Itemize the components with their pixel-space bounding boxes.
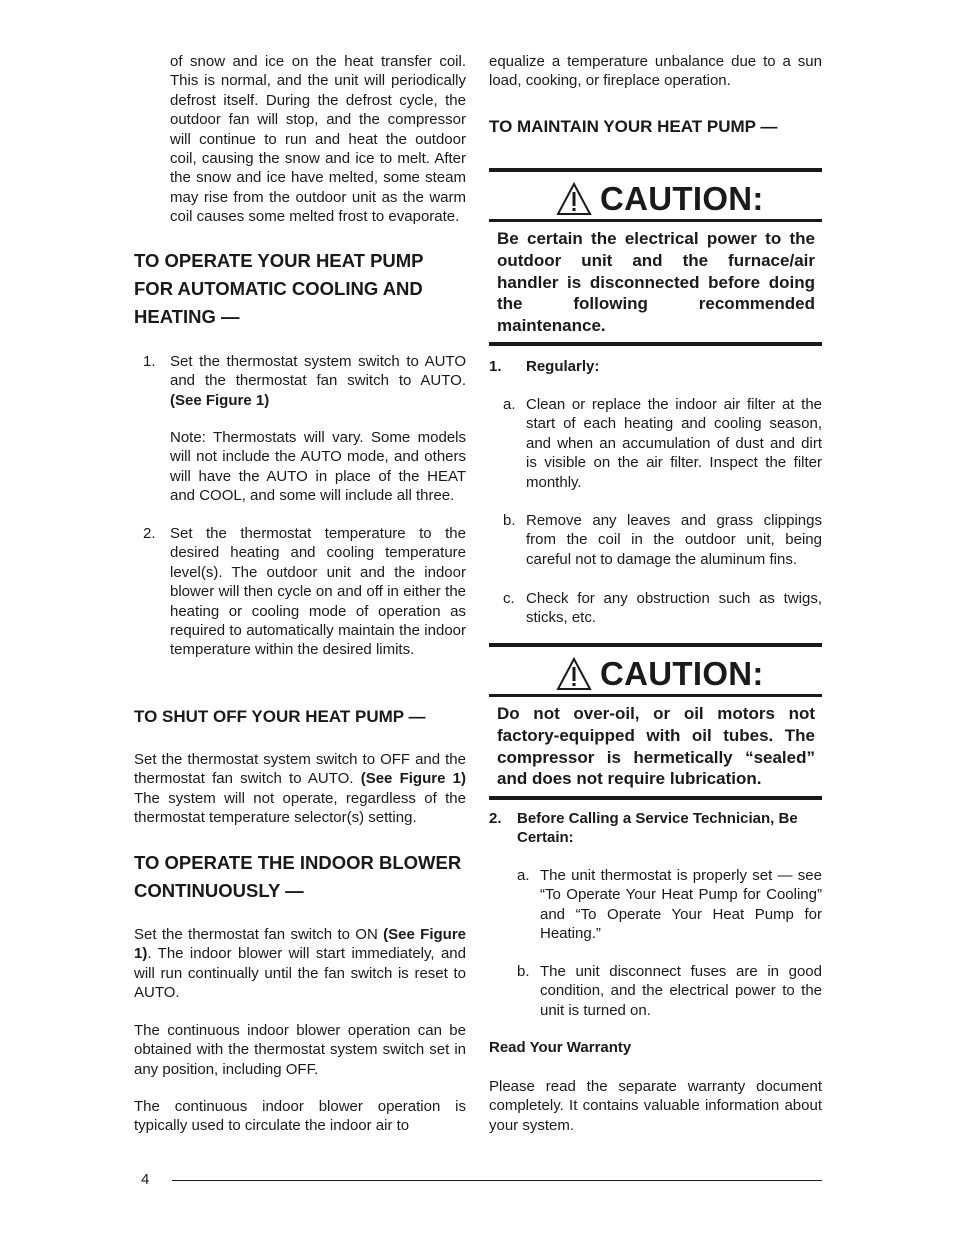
warning-triangle-icon [556, 182, 592, 216]
footer-rule [172, 1180, 822, 1181]
regular-item-a-letter: a. [503, 396, 516, 413]
service-item-b-letter: b. [517, 963, 530, 980]
regular-item-b-letter: b. [503, 512, 516, 529]
service-label: Before Calling a Service Technician, Be Certain: [517, 810, 798, 847]
warranty-paragraph: Please read the separate warranty document completely. It contains valuable information about your system. [489, 1078, 822, 1134]
shutoff-figure-ref: (See Figure 1) [360, 770, 466, 788]
caution-2-top-rule [489, 643, 822, 647]
service-item-b-text: The unit disconnect fuses are in good condition, and the electrical power to the unit is turned on. [540, 963, 822, 1019]
caution-1-mid-rule [489, 219, 822, 222]
step-2-text: Set the thermostat temperature to the desired heating and cooling temperature level(s). The outdoor unit and the indoor blower will then cycle on and off in either the heating or cooling mode of operation as required to automatically maintain the indoor temperature within the desired limits. [170, 525, 466, 659]
step-1-text [170, 352, 466, 410]
caution-2-bottom-rule [489, 796, 822, 800]
shutoff-text-a: Set the thermostat system switch to OFF and the thermostat fan switch to AUTO. [134, 751, 466, 788]
caution-1-body: Be certain the electrical power to the outdoor unit and the furnace/air handler is disconnected before doing the following recommended maintenance. [497, 229, 815, 336]
warning-triangle-icon [556, 657, 592, 691]
service-number: 2. [489, 810, 502, 827]
step-1-number: 1. [143, 353, 156, 370]
regularly-label: Regularly: [526, 358, 600, 375]
caution-1-title [556, 178, 764, 220]
step-1-body: Set the thermostat system switch to AUTO and the thermostat fan switch to AUTO. [170, 353, 466, 390]
service-item-a-letter: a. [517, 867, 530, 884]
auto-heading: TO OPERATE YOUR HEAT PUMP FOR AUTOMATIC COOLING AND HEATING — [134, 250, 424, 327]
blower-text-b: . The indoor blower will start immediately, and will run continually until the fan switch is reset to AUTO. [134, 945, 466, 1002]
regular-item-a-text: Clean or replace the indoor air filter at the start of each heating and cooling season, and when an accumulation of dust and dirt is visible on the air filter. Inspect the filter monthly. [526, 396, 822, 491]
maintain-heading: TO MAINTAIN YOUR HEAT PUMP — [489, 117, 778, 136]
blower-figure-ref: (See Figure 1) [134, 926, 466, 963]
regular-item-c-letter: c. [503, 590, 515, 607]
service-item-a-text: The unit thermostat is properly set — see “To Operate Your Heat Pump for Cooling” and “To Operate Your Heat Pump for Heating.” [540, 867, 822, 943]
intro-paragraph: of snow and ice on the heat transfer coil. This is normal, and the unit will periodically defrost itself. During the defrost cycle, the outdoor fan will stop, and the compressor will continue to run and heat the outdoor coil, causing the snow and ice to melt. After the snow and ice have melted, some steam may rise from the outdoor unit as the warm coil causes some melted frost to evaporate. [170, 53, 466, 226]
caution-2-label: CAUTION: [600, 655, 764, 692]
caution-2-body: Do not over-oil, or oil motors not factory-equipped with oil tubes. The compressor is hermetically “sealed” and does not require lubrication. [497, 704, 815, 789]
regularly-number: 1. [489, 358, 502, 375]
shutoff-paragraph [134, 750, 466, 828]
regular-item-c-text: Check for any obstruction such as twigs, sticks, etc. [526, 590, 822, 627]
regular-item-b-text: Remove any leaves and grass clippings from the coil in the outdoor unit, being careful not to damage the aluminum fins. [526, 512, 822, 568]
figure-ref: (See Figure 1) [170, 391, 270, 409]
continued-paragraph: equalize a temperature unbalance due to a sun load, cooking, or fireplace operation. [489, 53, 822, 90]
warranty-heading: Read Your Warranty [489, 1039, 632, 1056]
caution-1-bottom-rule [489, 342, 822, 346]
caution-1-top-rule [489, 168, 822, 172]
page-number: 4 [141, 1171, 150, 1188]
shutoff-text-b: The system will not operate, regardless of the thermostat temperature selector(s) setting. [134, 789, 466, 827]
caution-1-label: CAUTION: [600, 180, 764, 217]
thermostat-note: Note: Thermostats will vary. Some models will not include the AUTO mode, and others will have the AUTO in place of the HEAT and COOL, and some will include all three. [170, 429, 466, 505]
blower-paragraph-3: The continuous indoor blower operation is typically used to circulate the indoor air to [134, 1098, 466, 1135]
step-2-number: 2. [143, 525, 156, 542]
caution-2-mid-rule [489, 694, 822, 697]
caution-2-title [556, 653, 764, 695]
blower-heading: TO OPERATE THE INDOOR BLOWER CONTINUOUSLY — [134, 852, 462, 901]
shutoff-heading: TO SHUT OFF YOUR HEAT PUMP — [134, 707, 426, 726]
blower-paragraph [134, 925, 466, 1003]
blower-text-a: Set the thermostat fan switch to ON [134, 926, 384, 943]
blower-paragraph-2: The continuous indoor blower operation can be obtained with the thermostat system switch set in any position, including OFF. [134, 1022, 466, 1078]
